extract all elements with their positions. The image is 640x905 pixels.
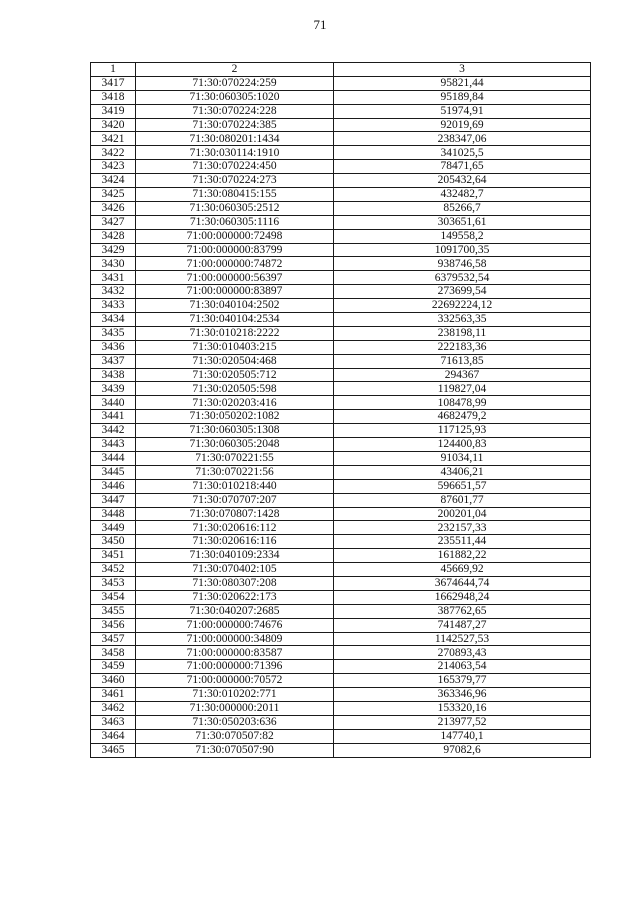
- row-number-cell: 3435: [91, 326, 136, 340]
- cadastral-number-cell: 71:30:070507:82: [136, 729, 334, 743]
- table-row: [91, 215, 591, 229]
- table-row: [91, 604, 591, 618]
- value-cell: 124400,83: [334, 438, 591, 452]
- row-number-cell: 3438: [91, 368, 136, 382]
- row-number-cell: 3454: [91, 590, 136, 604]
- cadastral-number-cell: 71:30:040207:2685: [136, 604, 334, 618]
- cadastral-number-cell: 71:30:080201:1434: [136, 132, 334, 146]
- cadastral-number-cell: 71:30:070402:105: [136, 563, 334, 577]
- value-cell: 214063,54: [334, 660, 591, 674]
- cadastral-number-cell: 71:30:070221:56: [136, 465, 334, 479]
- row-number-cell: 3448: [91, 507, 136, 521]
- table-row: [91, 507, 591, 521]
- cadastral-number-cell: 71:00:000000:74872: [136, 257, 334, 271]
- table-row: [91, 174, 591, 188]
- row-number-cell: 3436: [91, 340, 136, 354]
- table-row: [91, 646, 591, 660]
- cadastral-number-cell: 71:30:020616:116: [136, 535, 334, 549]
- table-row: [91, 368, 591, 382]
- value-cell: 22692224,12: [334, 299, 591, 313]
- table-row: [91, 451, 591, 465]
- value-cell: 147740,1: [334, 729, 591, 743]
- cadastral-number-cell: 71:30:050203:636: [136, 715, 334, 729]
- row-number-cell: 3424: [91, 174, 136, 188]
- value-cell: 87601,77: [334, 493, 591, 507]
- row-number-cell: 3427: [91, 215, 136, 229]
- table-row: [91, 326, 591, 340]
- table-row: [91, 313, 591, 327]
- table-row: [91, 563, 591, 577]
- row-number-cell: 3443: [91, 438, 136, 452]
- row-number-cell: 3453: [91, 576, 136, 590]
- value-cell: 238347,06: [334, 132, 591, 146]
- value-cell: 1662948,24: [334, 590, 591, 604]
- cadastral-number-cell: 71:00:000000:71396: [136, 660, 334, 674]
- row-number-cell: 3428: [91, 229, 136, 243]
- value-cell: 1091700,35: [334, 243, 591, 257]
- row-number-cell: 3452: [91, 563, 136, 577]
- table-row: [91, 632, 591, 646]
- table-row: [91, 299, 591, 313]
- table-row: [91, 618, 591, 632]
- table-row: [91, 410, 591, 424]
- value-cell: 273699,54: [334, 285, 591, 299]
- table-row: [91, 438, 591, 452]
- value-cell: 78471,65: [334, 160, 591, 174]
- cadastral-number-cell: 71:30:020504:468: [136, 354, 334, 368]
- table-row: [91, 118, 591, 132]
- row-number-cell: 3429: [91, 243, 136, 257]
- value-cell: 741487,27: [334, 618, 591, 632]
- table-row: [91, 743, 591, 757]
- row-number-cell: 3442: [91, 424, 136, 438]
- table-row: [91, 146, 591, 160]
- value-cell: 149558,2: [334, 229, 591, 243]
- table-row: [91, 590, 591, 604]
- cadastral-number-cell: 71:30:020616:112: [136, 521, 334, 535]
- value-cell: 4682479,2: [334, 410, 591, 424]
- column-header-2: 2: [136, 63, 334, 77]
- cadastral-number-cell: 71:30:040104:2534: [136, 313, 334, 327]
- value-cell: 232157,33: [334, 521, 591, 535]
- cadastral-number-cell: 71:30:060305:2512: [136, 201, 334, 215]
- header-row: [91, 63, 591, 77]
- table-row: [91, 465, 591, 479]
- row-number-cell: 3463: [91, 715, 136, 729]
- value-cell: 3674644,74: [334, 576, 591, 590]
- value-cell: 205432,64: [334, 174, 591, 188]
- value-cell: 213977,52: [334, 715, 591, 729]
- row-number-cell: 3459: [91, 660, 136, 674]
- cadastral-number-cell: 71:30:040109:2334: [136, 549, 334, 563]
- row-number-cell: 3430: [91, 257, 136, 271]
- cadastral-number-cell: 71:00:000000:83897: [136, 285, 334, 299]
- cadastral-number-cell: 71:30:070224:273: [136, 174, 334, 188]
- value-cell: 165379,77: [334, 674, 591, 688]
- value-cell: 153320,16: [334, 701, 591, 715]
- value-cell: 95821,44: [334, 76, 591, 90]
- table-row: [91, 576, 591, 590]
- row-number-cell: 3456: [91, 618, 136, 632]
- row-number-cell: 3419: [91, 104, 136, 118]
- row-number-cell: 3439: [91, 382, 136, 396]
- cadastral-number-cell: 71:30:010218:440: [136, 479, 334, 493]
- registry-table: [90, 62, 591, 758]
- value-cell: 43406,21: [334, 465, 591, 479]
- table-row: [91, 674, 591, 688]
- value-cell: 108478,99: [334, 396, 591, 410]
- table-row: [91, 493, 591, 507]
- row-number-cell: 3449: [91, 521, 136, 535]
- value-cell: 332563,35: [334, 313, 591, 327]
- value-cell: 303651,61: [334, 215, 591, 229]
- table-row: [91, 396, 591, 410]
- row-number-cell: 3444: [91, 451, 136, 465]
- value-cell: 85266,7: [334, 201, 591, 215]
- row-number-cell: 3426: [91, 201, 136, 215]
- cadastral-number-cell: 71:00:000000:70572: [136, 674, 334, 688]
- cadastral-number-cell: 71:30:010218:2222: [136, 326, 334, 340]
- cadastral-number-cell: 71:30:070224:450: [136, 160, 334, 174]
- value-cell: 71613,85: [334, 354, 591, 368]
- cadastral-number-cell: 71:30:020203:416: [136, 396, 334, 410]
- cadastral-number-cell: 71:30:030114:1910: [136, 146, 334, 160]
- cadastral-number-cell: 71:00:000000:56397: [136, 271, 334, 285]
- value-cell: 1142527,53: [334, 632, 591, 646]
- page-number: 71: [313, 17, 327, 32]
- value-cell: 596651,57: [334, 479, 591, 493]
- cadastral-number-cell: 71:30:070807:1428: [136, 507, 334, 521]
- table-row: [91, 382, 591, 396]
- row-number-cell: 3464: [91, 729, 136, 743]
- column-header-1: 1: [91, 63, 136, 77]
- cadastral-number-cell: 71:30:020622:173: [136, 590, 334, 604]
- row-number-cell: 3417: [91, 76, 136, 90]
- row-number-cell: 3420: [91, 118, 136, 132]
- row-number-cell: 3462: [91, 701, 136, 715]
- cadastral-number-cell: 71:30:010202:771: [136, 688, 334, 702]
- value-cell: 341025,5: [334, 146, 591, 160]
- cadastral-number-cell: 71:30:080415:155: [136, 188, 334, 202]
- table-row: [91, 535, 591, 549]
- table-row: [91, 354, 591, 368]
- table-row: [91, 90, 591, 104]
- value-cell: 92019,69: [334, 118, 591, 132]
- table-row: [91, 188, 591, 202]
- table-row: [91, 285, 591, 299]
- cadastral-number-cell: 71:30:060305:1308: [136, 424, 334, 438]
- table-row: [91, 701, 591, 715]
- row-number-cell: 3465: [91, 743, 136, 757]
- table-row: [91, 104, 591, 118]
- cadastral-number-cell: 71:00:000000:83587: [136, 646, 334, 660]
- table-row: [91, 201, 591, 215]
- table-row: [91, 132, 591, 146]
- value-cell: 95189,84: [334, 90, 591, 104]
- column-header-3: 3: [334, 63, 591, 77]
- value-cell: 270893,43: [334, 646, 591, 660]
- table-row: [91, 729, 591, 743]
- value-cell: 6379532,54: [334, 271, 591, 285]
- table-row: [91, 479, 591, 493]
- cadastral-number-cell: 71:30:070224:385: [136, 118, 334, 132]
- value-cell: 45669,92: [334, 563, 591, 577]
- cadastral-number-cell: 71:00:000000:72498: [136, 229, 334, 243]
- row-number-cell: 3445: [91, 465, 136, 479]
- value-cell: 222183,36: [334, 340, 591, 354]
- table-row: [91, 160, 591, 174]
- row-number-cell: 3458: [91, 646, 136, 660]
- table-row: [91, 243, 591, 257]
- value-cell: 200201,04: [334, 507, 591, 521]
- row-number-cell: 3441: [91, 410, 136, 424]
- row-number-cell: 3421: [91, 132, 136, 146]
- row-number-cell: 3447: [91, 493, 136, 507]
- cadastral-number-cell: 71:30:000000:2011: [136, 701, 334, 715]
- cadastral-number-cell: 71:30:070224:259: [136, 76, 334, 90]
- row-number-cell: 3418: [91, 90, 136, 104]
- table-row: [91, 257, 591, 271]
- table-row: [91, 521, 591, 535]
- table-row: [91, 340, 591, 354]
- table-row: [91, 549, 591, 563]
- cadastral-number-cell: 71:30:060305:1116: [136, 215, 334, 229]
- table-row: [91, 271, 591, 285]
- value-cell: 938746,58: [334, 257, 591, 271]
- row-number-cell: 3422: [91, 146, 136, 160]
- row-number-cell: 3425: [91, 188, 136, 202]
- cadastral-number-cell: 71:00:000000:83799: [136, 243, 334, 257]
- cadastral-number-cell: 71:00:000000:34809: [136, 632, 334, 646]
- row-number-cell: 3446: [91, 479, 136, 493]
- row-number-cell: 3440: [91, 396, 136, 410]
- cadastral-number-cell: 71:30:070707:207: [136, 493, 334, 507]
- value-cell: 117125,93: [334, 424, 591, 438]
- value-cell: 235511,44: [334, 535, 591, 549]
- row-number-cell: 3460: [91, 674, 136, 688]
- value-cell: 161882,22: [334, 549, 591, 563]
- table-header: [91, 63, 591, 77]
- value-cell: 51974,91: [334, 104, 591, 118]
- table-body: [91, 76, 591, 757]
- cadastral-number-cell: 71:30:060305:2048: [136, 438, 334, 452]
- row-number-cell: 3455: [91, 604, 136, 618]
- cadastral-number-cell: 71:00:000000:74676: [136, 618, 334, 632]
- value-cell: 91034,11: [334, 451, 591, 465]
- row-number-cell: 3457: [91, 632, 136, 646]
- cadastral-number-cell: 71:30:040104:2502: [136, 299, 334, 313]
- row-number-cell: 3451: [91, 549, 136, 563]
- cadastral-number-cell: 71:30:020505:712: [136, 368, 334, 382]
- table-row: [91, 229, 591, 243]
- row-number-cell: 3432: [91, 285, 136, 299]
- table-row: [91, 688, 591, 702]
- cadastral-number-cell: 71:30:050202:1082: [136, 410, 334, 424]
- row-number-cell: 3434: [91, 313, 136, 327]
- cadastral-number-cell: 71:30:070224:228: [136, 104, 334, 118]
- cadastral-number-cell: 71:30:070507:90: [136, 743, 334, 757]
- cadastral-number-cell: 71:30:010403:215: [136, 340, 334, 354]
- row-number-cell: 3433: [91, 299, 136, 313]
- row-number-cell: 3423: [91, 160, 136, 174]
- table-row: [91, 660, 591, 674]
- table-row: [91, 715, 591, 729]
- cadastral-number-cell: 71:30:070221:55: [136, 451, 334, 465]
- row-number-cell: 3431: [91, 271, 136, 285]
- value-cell: 97082,6: [334, 743, 591, 757]
- table-row: [91, 424, 591, 438]
- value-cell: 119827,04: [334, 382, 591, 396]
- row-number-cell: 3461: [91, 688, 136, 702]
- value-cell: 432482,7: [334, 188, 591, 202]
- value-cell: 294367: [334, 368, 591, 382]
- row-number-cell: 3450: [91, 535, 136, 549]
- cadastral-number-cell: 71:30:020505:598: [136, 382, 334, 396]
- value-cell: 238198,11: [334, 326, 591, 340]
- row-number-cell: 3437: [91, 354, 136, 368]
- cadastral-number-cell: 71:30:080307:208: [136, 576, 334, 590]
- cadastral-number-cell: 71:30:060305:1020: [136, 90, 334, 104]
- value-cell: 363346,96: [334, 688, 591, 702]
- table-row: [91, 76, 591, 90]
- value-cell: 387762,65: [334, 604, 591, 618]
